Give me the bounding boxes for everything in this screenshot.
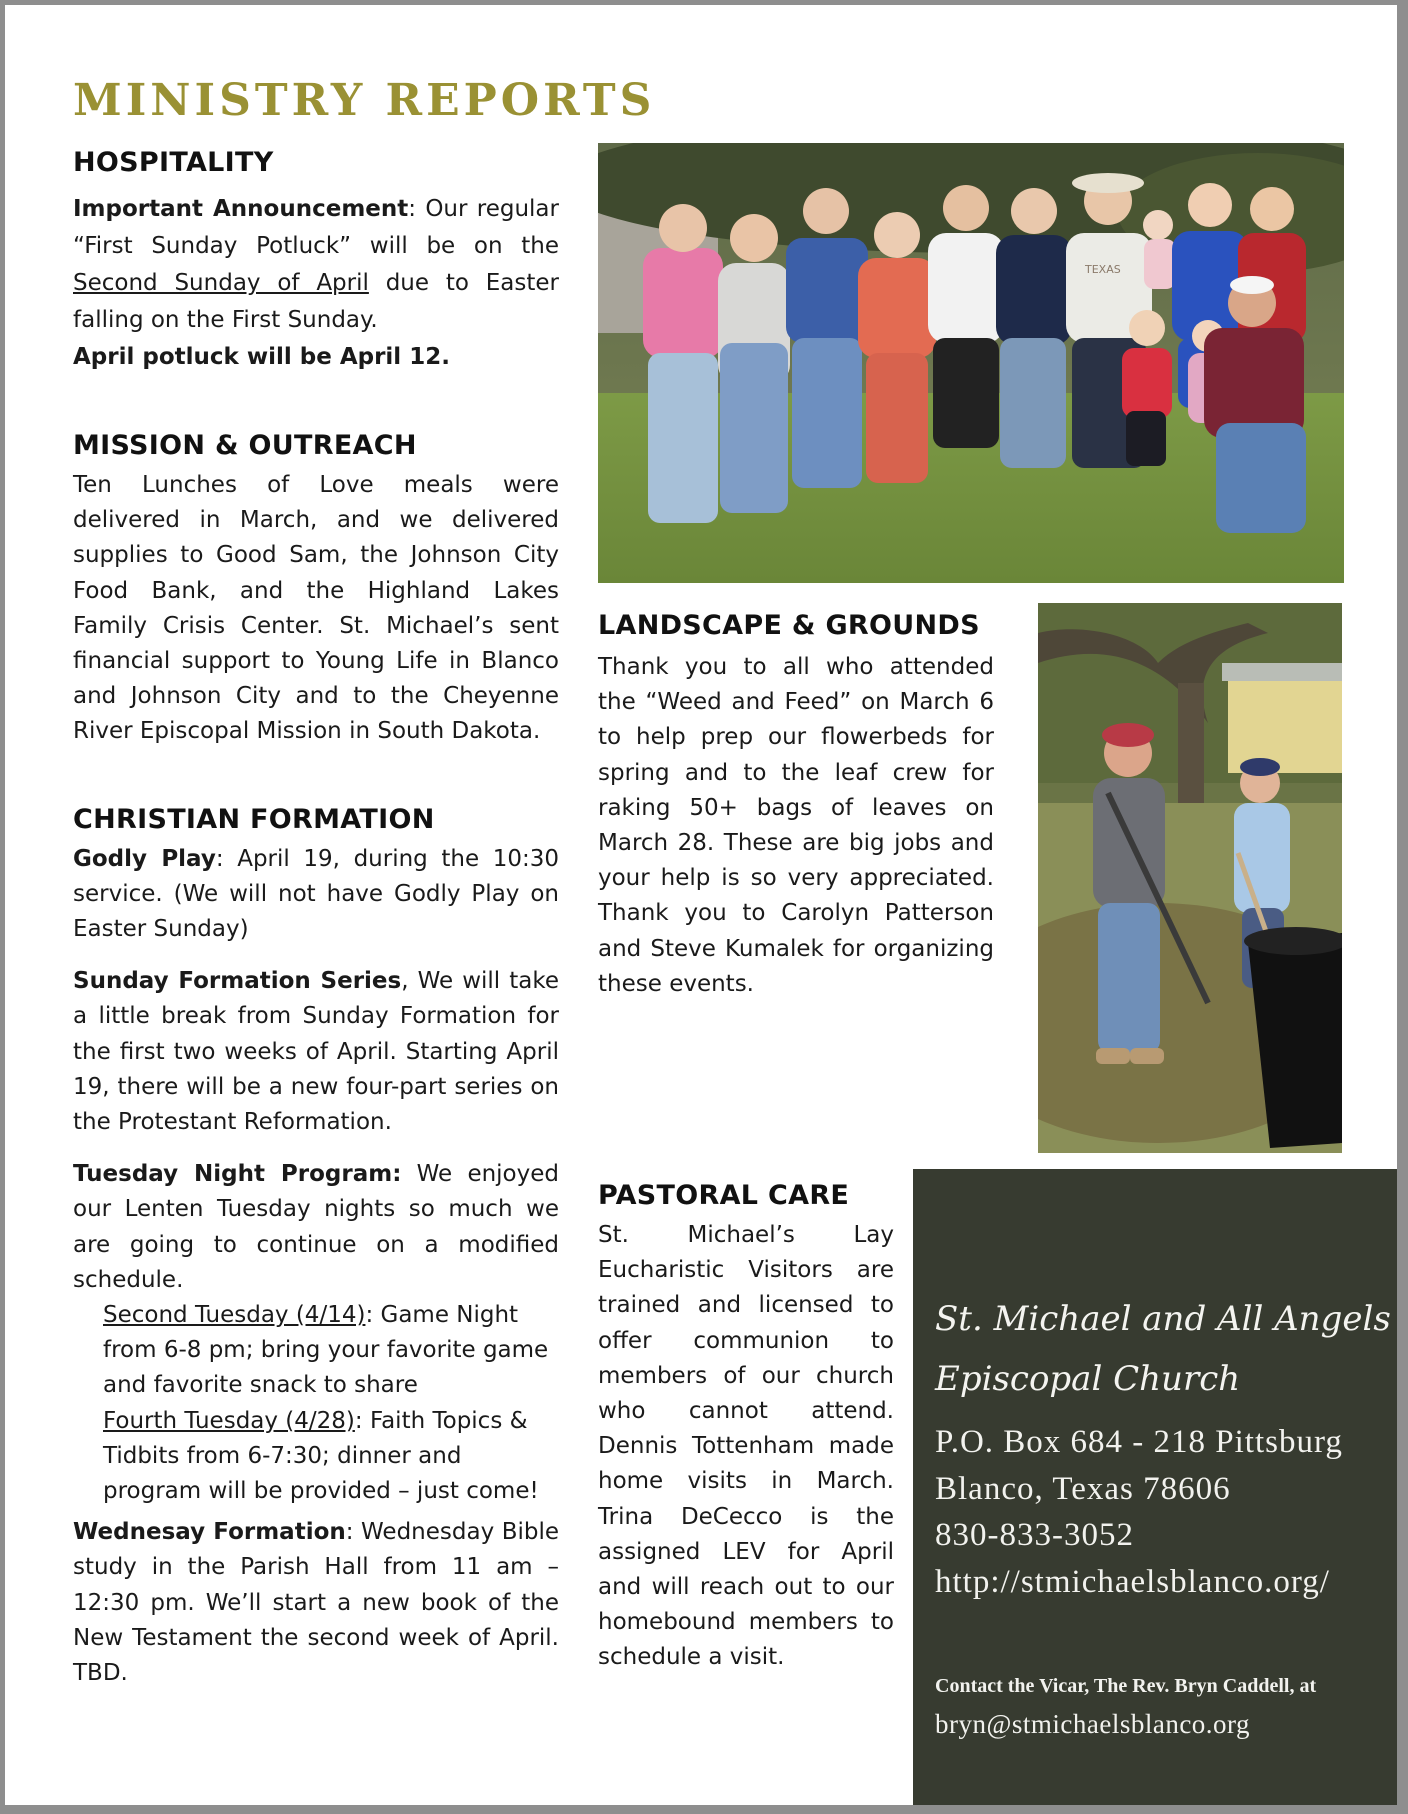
shirt-text: TEXAS xyxy=(1085,263,1121,276)
godly-play-item xyxy=(73,842,559,948)
grounds-photo xyxy=(1038,603,1342,1153)
mission-heading: MISSION & OUTREACH xyxy=(73,430,417,461)
contact-box xyxy=(913,1169,1397,1805)
vicar-contact-line: Contact the Vicar, The Rev. Bryn Caddell, at xyxy=(935,1675,1317,1697)
vicar-email-link[interactable]: bryn@stmichaelsblanco.org xyxy=(935,1709,1251,1739)
page-title: MINISTRY REPORTS xyxy=(73,75,656,126)
second-tuesday-text: : Game Night from 6-8 pm; bring your favorite game and favorite snack to share xyxy=(103,1302,549,1399)
landscape-heading: LANDSCAPE & GROUNDS xyxy=(598,610,980,641)
wednesday-formation-label: Wednesay Formation xyxy=(73,1519,346,1546)
landscape-body: Thank you to all who attended the “Weed and Feed” on March 6 to help prep our flowerbeds for spring and to the leaf crew for raking 50+ bags of leaves on March 28. These are big jobs and your help is so very appreciated. Thank you to Carolyn Patterson and Steve Kumalek for organizing these events. xyxy=(598,654,994,997)
newsletter-page xyxy=(5,5,1397,1805)
pastoral-body: St. Michael’s Lay Eucharistic Visitors are trained and licensed to offer communion to members of our church who cannot attend. Dennis Tottenham made home visits in March. Trina DeCecco is the assigned LEV for April and will reach out to our homebound members to schedule a visit. xyxy=(598,1222,894,1671)
sunday-formation-label: Sunday Formation Series xyxy=(73,968,402,995)
second-tuesday-item xyxy=(73,1298,559,1404)
group-photo xyxy=(598,143,1344,583)
tuesday-program-item xyxy=(73,1157,559,1298)
sunday-formation-item xyxy=(73,964,559,1140)
hospitality-body xyxy=(73,191,559,376)
godly-play-label: Godly Play xyxy=(73,845,216,872)
formation-heading: CHRISTIAN FORMATION xyxy=(73,803,435,835)
fourth-tuesday-text: : Faith Topics & Tidbits from 6-7:30; dinner and program will be provided – just come! xyxy=(103,1407,539,1505)
phone-number: 830-833-3052 xyxy=(935,1517,1134,1553)
hospitality-potluck-date: April potluck will be April 12. xyxy=(73,344,450,370)
pastoral-column xyxy=(598,1178,894,1676)
wednesday-formation-item xyxy=(73,1515,559,1691)
sunday-formation-text: , We will take a little break from Sunday Formation for the first two weeks of April. Starting April 19, there will be a new four-part series on the Protestant Reformation. xyxy=(73,968,559,1136)
second-tuesday-label: Second Tuesday (4/14) xyxy=(103,1302,366,1329)
group-photo-drawing xyxy=(598,143,1344,583)
hospitality-lead: Important Announcement xyxy=(73,196,409,222)
address-line-2: Blanco, Texas 78606 xyxy=(935,1471,1231,1507)
mission-body: Ten Lunches of Love meals were delivered in March, and we delivered supplies to Good Sam, the Johnson City Food Bank, and the Highland Lakes Family Crisis Center. St. Michael’s sent financial support to Young Life in Blanco and Johnson City and to the Cheyenne River Episcopal Mission in South Dakota. xyxy=(73,472,559,745)
hospitality-underlined-date: Second Sunday of April xyxy=(73,270,369,296)
church-name-line-1: St. Michael and All Angels xyxy=(935,1299,1391,1339)
fourth-tuesday-label: Fourth Tuesday (4/28) xyxy=(103,1407,355,1434)
church-name-line-2: Episcopal Church xyxy=(935,1359,1241,1399)
hospitality-text-2: due to Easter falling on the First Sunday. xyxy=(73,270,559,333)
hospitality-text-1: : Our regular “First Sunday Potluck” will be on the xyxy=(73,196,559,259)
hospitality-heading: HOSPITALITY xyxy=(73,147,274,178)
website-link[interactable]: http://stmichaelsblanco.org/ xyxy=(935,1564,1330,1600)
tuesday-program-label: Tuesday Night Program: xyxy=(73,1161,402,1188)
landscape-column xyxy=(598,608,994,1002)
pastoral-heading: PASTORAL CARE xyxy=(598,1180,850,1211)
wednesday-formation-text: : Wednesday Bible study in the Parish Hall from 11 am – 12:30 pm. We’ll start a new book of the New Testament the second week of April. TBD. xyxy=(73,1519,560,1687)
tuesday-program-text: We enjoyed our Lenten Tuesday nights so much we are going to continue on a modified schedule. xyxy=(73,1161,559,1293)
address-line-1: P.O. Box 684 - 218 Pittsburg xyxy=(935,1424,1343,1460)
left-column xyxy=(73,145,559,1691)
godly-play-text: : April 19, during the 10:30 service. (We will not have Godly Play on Easter Sunday) xyxy=(73,845,559,943)
fourth-tuesday-item xyxy=(73,1404,559,1510)
grounds-photo-drawing xyxy=(1038,603,1342,1153)
